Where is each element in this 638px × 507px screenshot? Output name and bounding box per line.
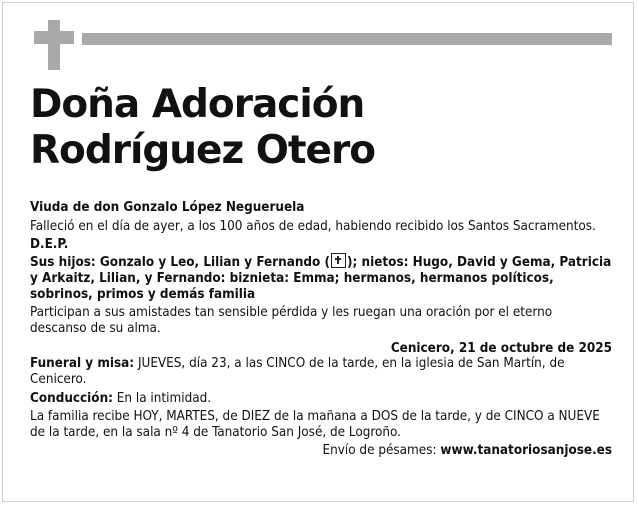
deceased-cross-icon xyxy=(331,253,346,268)
rip-line: D.E.P. xyxy=(30,237,69,253)
deceased-name xyxy=(30,82,620,174)
conduction-label: Conducción: xyxy=(30,390,113,406)
death-notice: Falleció en el día de ayer, a los 100 años de edad, habiendo recibido los Santos Sacramentos. xyxy=(30,218,596,234)
family-list xyxy=(30,253,612,302)
participation-text: Participan a sus amistades tan sensible pérdida y les ruegan una oración por el eterno descanso de su alma. xyxy=(30,305,553,336)
name-line-1: Doña Adoración xyxy=(30,82,365,127)
family-list-part1: Sus hijos: Gonzalo y Leo, Lilian y Fernando ( xyxy=(30,255,331,271)
obituary-body xyxy=(30,200,612,459)
condolences-website[interactable]: www.tanatoriosanjose.es xyxy=(440,442,612,458)
widow-line: Viuda de don Gonzalo López Negueruela xyxy=(30,200,305,215)
condolences-label: Envío de pésames: xyxy=(322,442,441,458)
cross-icon xyxy=(48,20,60,70)
condolences-line xyxy=(30,443,612,459)
funeral-text: JUEVES, día 23, a las CINCO de la tarde, en la iglesia de San Martín, de Cenicero. xyxy=(30,356,565,388)
funeral-info xyxy=(30,356,612,387)
cross-icon-arm xyxy=(34,31,74,44)
name-line-2: Rodríguez Otero xyxy=(30,128,376,173)
conduction-text: En la intimidad. xyxy=(112,390,212,406)
header-bar xyxy=(82,33,612,45)
funeral-label: Funeral y misa: xyxy=(30,356,135,372)
date-line: Cenicero, 21 de octubre de 2025 xyxy=(390,340,612,356)
family-list-part2: ); nietos: Hugo, David y Gema, Patricia y Arkaitz, Lilian, y Fernando: biznieta: Emma; hermanos, hermanos políticos, sobrinos, primos y demás familia xyxy=(30,255,612,302)
conduction-info xyxy=(30,391,612,407)
family-reception: La familia recibe HOY, MARTES, de DIEZ de la mañana a DOS de la tarde, y de CINCO a NUEVE de la tarde, en la sala nº 4 de Tanatorio San José, de Logroño. xyxy=(30,409,600,441)
